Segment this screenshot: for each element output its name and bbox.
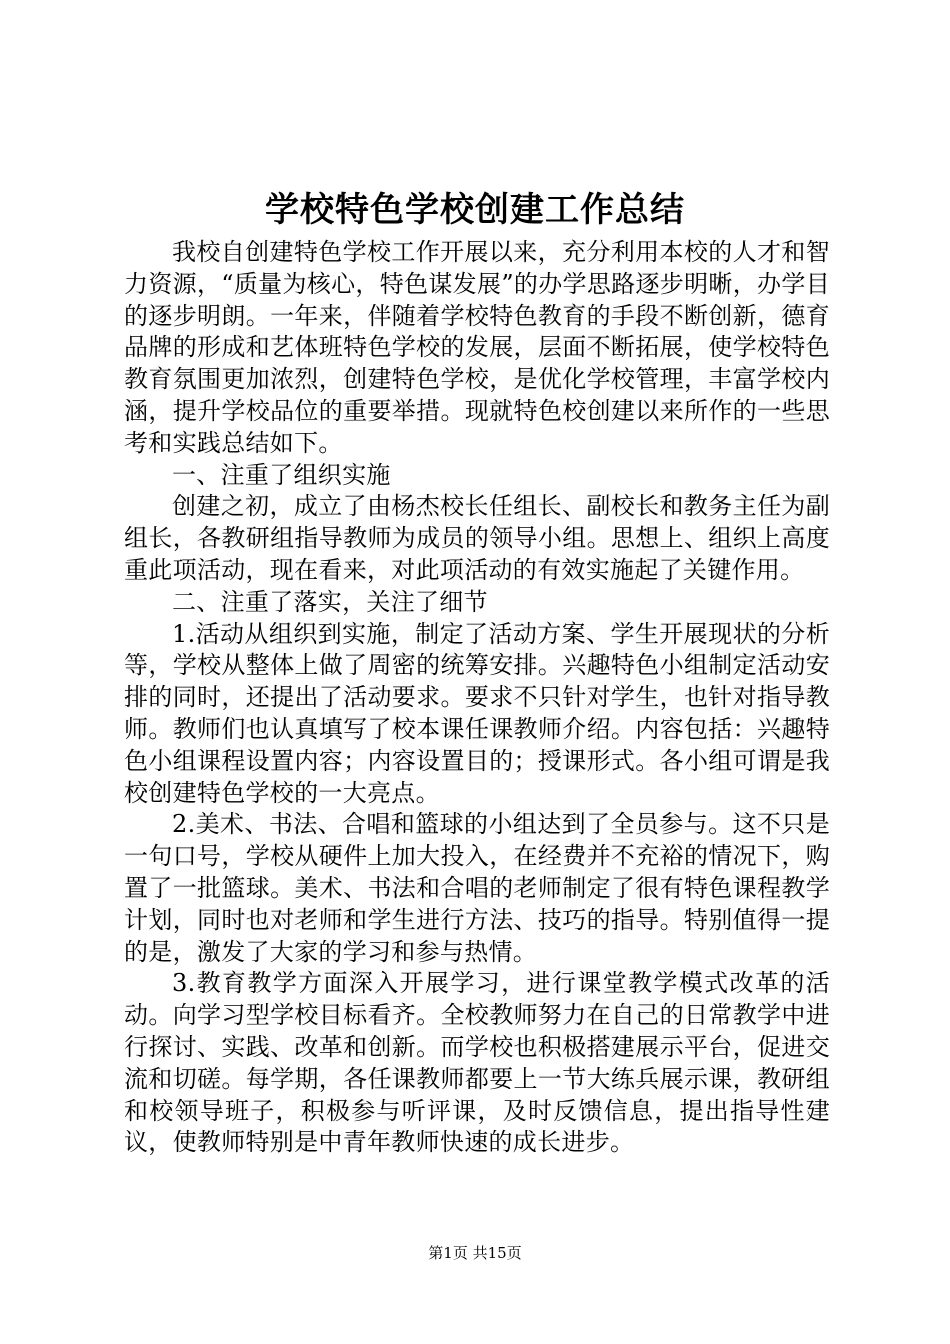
section-heading-2: 二、注重了落实，关注了细节 [172,587,488,616]
section-heading-1: 一、注重了组织实施 [172,460,391,489]
paragraph-item-1: 1.活动从组织到实施，制定了活动方案、学生开展现状的分析等，学校从整体上做了周密的统筹安排。兴趣特色小组制定活动安排的同时，还提出了活动要求。要求不只针对学生，也针对指导教师。教师们也认真填写了校本课任课教师介绍。内容包括：兴趣特色小组课程设置内容；内容设置目的；授课形式。各小组可谓是我校创建特色学校的一大亮点。 [124,619,830,807]
paragraph-intro: 我校自创建特色学校工作开展以来，充分利用本校的人才和智力资源，“质量为核心，特色谋发展”的办学思路逐步明晰，办学目的逐步明朗。一年来，伴随着学校特色教育的手段不断创新，德育品牌的形成和艺体班特色学校的发展，层面不断拓展，使学校特色教育氛围更加浓烈，创建特色学校，是优化学校管理，丰富学校内涵，提升学校品位的重要举措。现就特色校创建以来所作的一些思考和实践总结如下。 [124,238,830,457]
document-body [124,237,830,1159]
document-title: 学校特色学校创建工作总结 [265,190,685,230]
paragraph-item-3: 3.教育教学方面深入开展学习，进行课堂教学模式改革的活动。向学习型学校目标看齐。全校教师努力在自己的日常教学中进行探讨、实践、改革和创新。而学校也积极搭建展示平台，促进交流和切磋。每学期，各任课教师都要上一节大练兵展示课，教研组和校领导班子，积极参与听评课，及时反馈信息，提出指导性建议，使教师特别是中青年教师快速的成长进步。 [124,969,830,1157]
paragraph-item-2: 2.美术、书法、合唱和篮球的小组达到了全员参与。这不只是一句口号，学校从硬件上加大投入，在经费并不充裕的情况下，购置了一批篮球。美术、书法和合唱的老师制定了很有特色课程教学计划，同时也对老师和学生进行方法、技巧的指导。特别值得一提的是，激发了大家的学习和参与热情。 [124,810,830,966]
paragraph-organization: 创建之初，成立了由杨杰校长任组长、副校长和教务主任为副组长，各教研组指导教师为成员的领导小组。思想上、组织上高度重此项活动，现在看来，对此项活动的有效实施起了关键作用。 [124,492,830,584]
page-number-footer: 第1页 共15页 [428,1244,522,1262]
